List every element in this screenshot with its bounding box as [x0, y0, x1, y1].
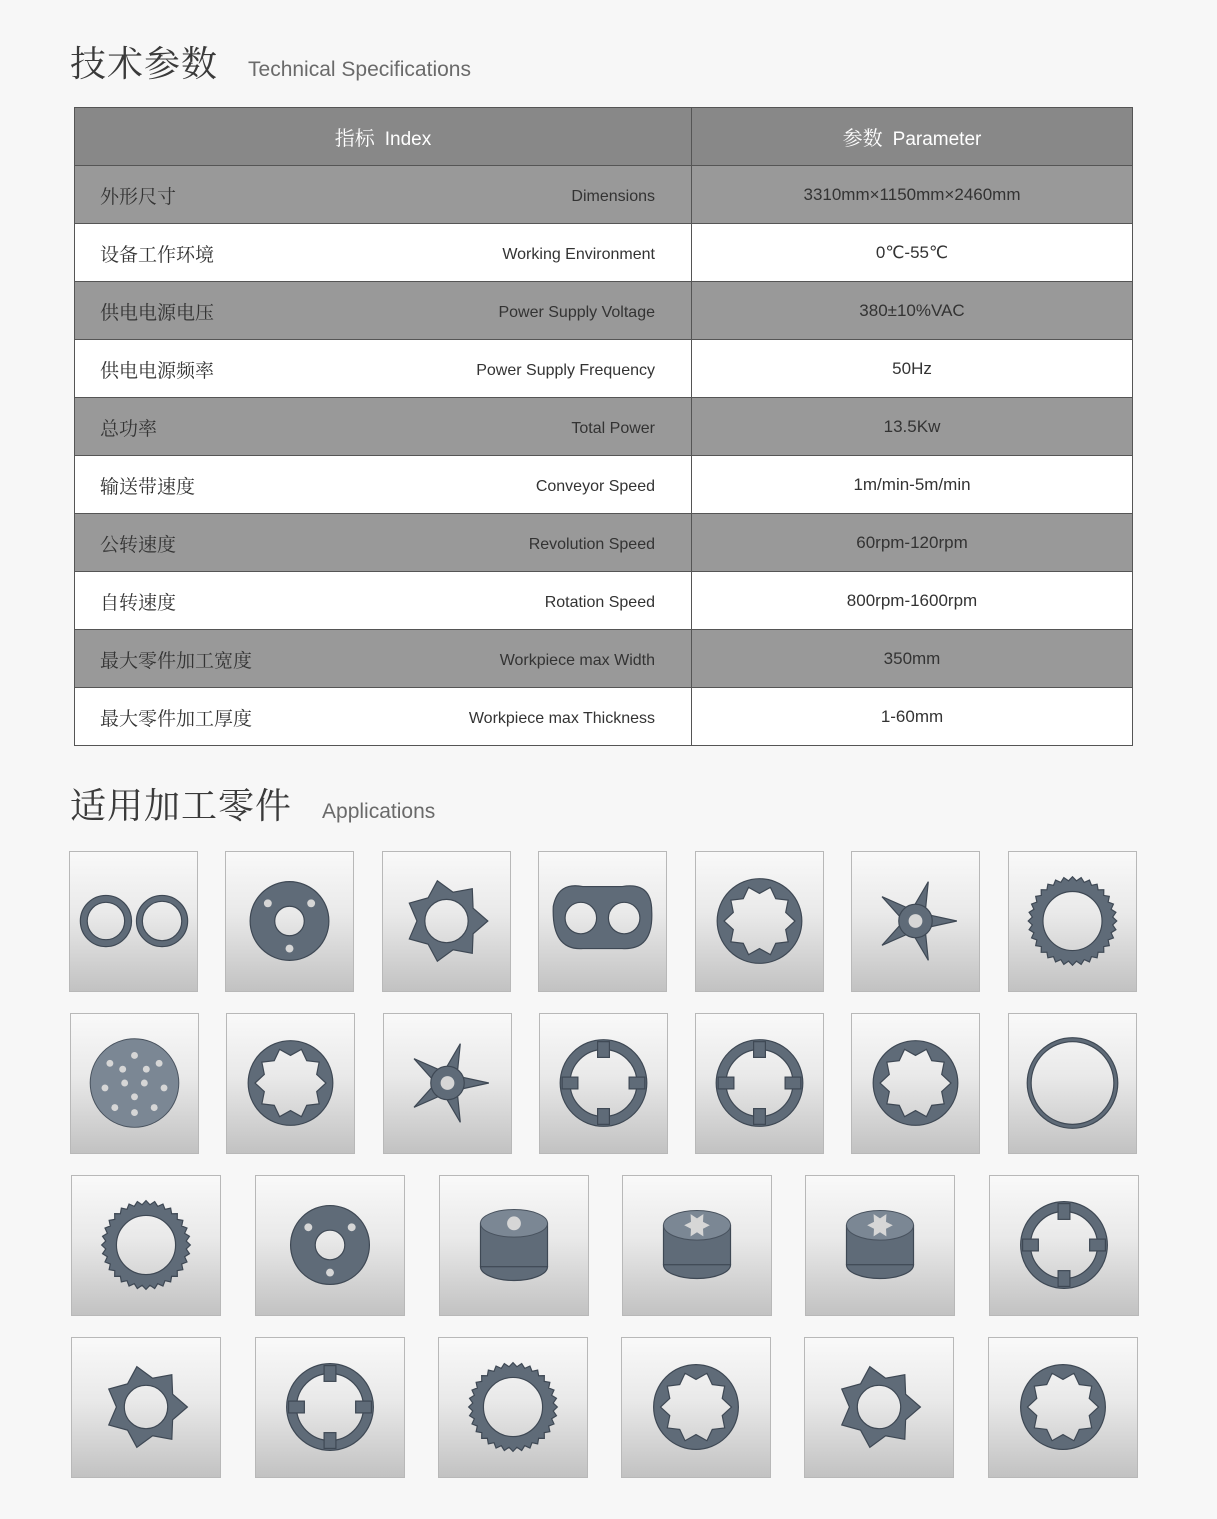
- param-header-cn: 参数: [842, 126, 883, 150]
- apps-title-cn: 适用加工零件: [70, 786, 293, 827]
- index-cn: 设备工作环境: [100, 244, 215, 266]
- part-thumbnail: [851, 851, 980, 992]
- star-ring-part-image: [383, 852, 510, 991]
- index-cell: [75, 166, 692, 224]
- part-thumbnail: [438, 1337, 588, 1478]
- part-thumbnail: [804, 1337, 954, 1478]
- apps-section-title: [70, 778, 435, 829]
- slotted-ring-part-image: [990, 1176, 1138, 1315]
- table-row: [75, 224, 1133, 282]
- part-thumbnail: [226, 1013, 355, 1154]
- part-thumbnail: [71, 1175, 221, 1316]
- gear-ring-part-image: [72, 1176, 220, 1315]
- part-thumbnail: [1008, 1013, 1137, 1154]
- thin-ring-part-image: [1009, 1014, 1136, 1153]
- index-en: Total Power: [571, 420, 655, 437]
- parameter-value: 380±10%VAC: [692, 282, 1133, 340]
- parameter-value: 350mm: [692, 630, 1133, 688]
- part-thumbnail: [695, 1013, 824, 1154]
- part-thumbnail: [439, 1175, 589, 1316]
- index-cell: [75, 398, 692, 456]
- table-row: [75, 340, 1133, 398]
- index-cell: [75, 224, 692, 282]
- slotted-ring-part-image: [540, 1014, 667, 1153]
- index-cn: 公转速度: [100, 534, 177, 556]
- index-cn: 供电电源电压: [100, 302, 215, 324]
- spider-part-image: [852, 852, 979, 991]
- slotted-ring-part-image: [256, 1338, 404, 1477]
- parameter-value: 0℃-55℃: [692, 224, 1133, 282]
- internal-gear-part-image: [696, 852, 823, 991]
- index-en: Dimensions: [571, 188, 655, 205]
- table-row: [75, 688, 1133, 746]
- part-thumbnail: [851, 1013, 980, 1154]
- lobed-ring-part-image: [227, 1014, 354, 1153]
- parameter-value: 800rpm-1600rpm: [692, 572, 1133, 630]
- param-header-en: Parameter: [892, 129, 982, 150]
- slotted-disc-part-image: [226, 852, 353, 991]
- index-en: Working Environment: [502, 246, 655, 263]
- parameter-value: 13.5Kw: [692, 398, 1133, 456]
- lobed-ring-part-image: [622, 1338, 770, 1477]
- index-cn: 总功率: [100, 418, 158, 440]
- table-row: [75, 282, 1133, 340]
- index-cell: [75, 514, 692, 572]
- part-thumbnail: [255, 1175, 405, 1316]
- part-thumbnail: [539, 1013, 668, 1154]
- index-en: Power Supply Voltage: [498, 304, 655, 321]
- index-cell: [75, 282, 692, 340]
- table-row: [75, 630, 1133, 688]
- part-thumbnail: [622, 1175, 772, 1316]
- flange-disc-part-image: [256, 1176, 404, 1315]
- apps-title-en: Applications: [322, 800, 436, 823]
- bushing-part-image: [440, 1176, 588, 1315]
- table-row: [75, 514, 1133, 572]
- index-header-cn: 指标: [334, 126, 375, 150]
- index-cn: 外形尺寸: [100, 186, 177, 208]
- index-en: Workpiece max Width: [499, 652, 655, 669]
- parameter-header: [692, 108, 1133, 166]
- lobed-ring-part-image: [989, 1338, 1137, 1477]
- star-ring-part-image: [805, 1338, 953, 1477]
- table-row: [75, 166, 1133, 224]
- index-cn: 最大零件加工厚度: [100, 708, 253, 730]
- index-en: Workpiece max Thickness: [468, 710, 655, 727]
- part-thumbnail: [1008, 851, 1137, 992]
- index-cell: [75, 572, 692, 630]
- part-thumbnail: [255, 1337, 405, 1478]
- index-en: Power Supply Frequency: [476, 362, 655, 379]
- index-cell: [75, 340, 692, 398]
- spec-title-en: Technical Specifications: [248, 58, 471, 81]
- index-cn: 供电电源频率: [100, 360, 215, 382]
- part-thumbnail: [621, 1337, 771, 1478]
- index-cn: 输送带速度: [100, 476, 196, 498]
- perforated-disc-part-image: [71, 1014, 198, 1153]
- index-cn: 最大零件加工宽度: [100, 650, 253, 672]
- index-cn: 自转速度: [100, 592, 177, 614]
- table-row: [75, 572, 1133, 630]
- part-thumbnail: [695, 851, 824, 992]
- double-ring-part-image: [70, 852, 197, 991]
- spec-title-cn: 技术参数: [70, 44, 219, 85]
- part-thumbnail: [989, 1175, 1139, 1316]
- part-thumbnail: [805, 1175, 955, 1316]
- part-thumbnail: [71, 1337, 221, 1478]
- sprocket-ring-part-image: [1009, 852, 1136, 991]
- table-row: [75, 456, 1133, 514]
- spec-table-header: [75, 108, 1133, 166]
- index-cell: [75, 456, 692, 514]
- index-header: [75, 108, 692, 166]
- part-thumbnail: [69, 851, 198, 992]
- index-en: Revolution Speed: [528, 536, 655, 553]
- gear-ring-part-image: [439, 1338, 587, 1477]
- star-ring-part-image: [72, 1338, 220, 1477]
- index-cell: [75, 688, 692, 746]
- star-socket-part-image: [806, 1176, 954, 1315]
- part-thumbnail: [225, 851, 354, 992]
- part-thumbnail: [70, 1013, 199, 1154]
- parameter-value: 50Hz: [692, 340, 1133, 398]
- part-thumbnail: [382, 851, 511, 992]
- parameter-value: 3310mm×1150mm×2460mm: [692, 166, 1133, 224]
- slotted-ring-part-image: [696, 1014, 823, 1153]
- spec-section-title: [70, 36, 471, 87]
- part-thumbnail: [988, 1337, 1138, 1478]
- parameter-value: 60rpm-120rpm: [692, 514, 1133, 572]
- part-thumbnail: [538, 851, 667, 992]
- parameter-value: 1m/min-5m/min: [692, 456, 1133, 514]
- index-header-en: Index: [384, 129, 432, 150]
- parameter-value: 1-60mm: [692, 688, 1133, 746]
- part-thumbnail: [383, 1013, 512, 1154]
- spec-table: [74, 107, 1133, 746]
- index-en: Rotation Speed: [544, 594, 655, 611]
- star-socket-part-image: [623, 1176, 771, 1315]
- plate-part-image: [539, 852, 666, 991]
- index-en: Conveyor Speed: [535, 478, 655, 495]
- table-row: [75, 398, 1133, 456]
- index-cell: [75, 630, 692, 688]
- spider-hub-part-image: [384, 1014, 511, 1153]
- lobed-ring-part-image: [852, 1014, 979, 1153]
